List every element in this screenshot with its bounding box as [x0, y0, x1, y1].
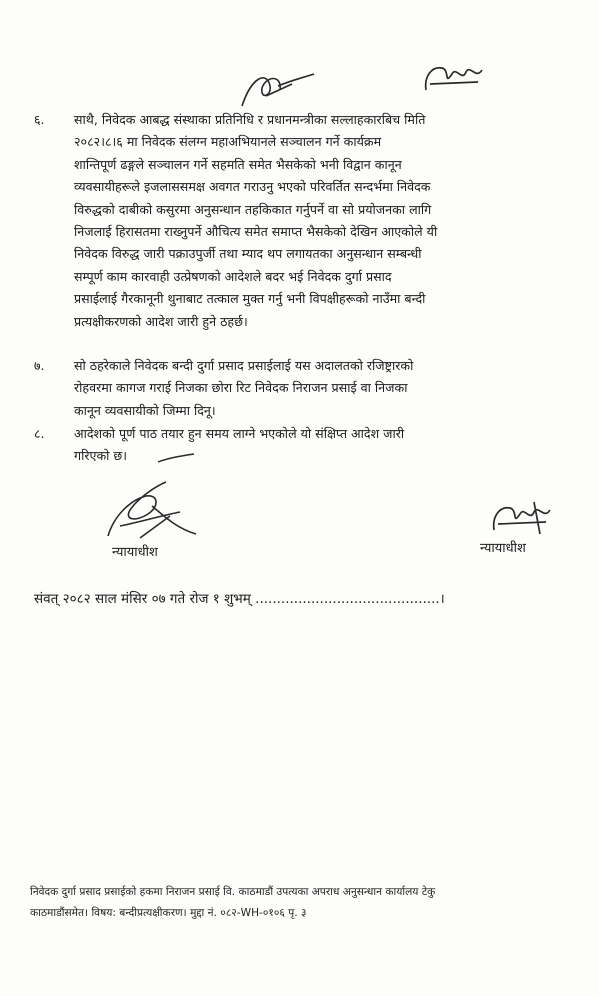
date-line: संवत् २०८२ साल मंसिर ०७ गते रोज १ शुभम् ...........................................।	[34, 591, 445, 607]
pen-stroke	[156, 452, 196, 466]
paragraph-line: विरुद्धको दाबीको कसुरमा अनुसन्धान तहकिकात गर्नुपर्ने वा सो प्रयोजनका लागि	[74, 201, 432, 217]
paragraph-line: साथै, निवेदक आबद्ध संस्थाका प्रतिनिधि र प्रधानमन्त्रीका सल्लाहकारबिच मिति	[74, 112, 426, 127]
left-judge-label: न्यायाधीश	[112, 545, 158, 560]
paragraph-line: व्यवसायीहरूले इजलाससमक्ष अवगत गराउनु भएको परिवर्तित सन्दर्भमा निवेदक	[74, 179, 431, 195]
paragraph-number: ८.	[34, 426, 45, 441]
left-judge-signature	[100, 476, 210, 548]
right-judge-label: न्यायाधीश	[480, 541, 526, 556]
paragraph-line: प्रत्यक्षीकरणको आदेश जारी हुने ठहर्छ।	[74, 313, 248, 329]
paragraph-line: आदेशको पूर्ण पाठ तयार हुन समय लाग्ने भएकोले यो संक्षिप्त आदेश जारी	[74, 426, 405, 441]
paragraph-line: सो ठहरेकाले निवेदक बन्दी दुर्गा प्रसाद प्रसाईलाई यस अदालतको रजिष्ट्रारको	[74, 358, 414, 373]
top-left-signature	[232, 66, 322, 114]
footer-line-2: काठमाडौंसमेत। विषय: बन्दीप्रत्यक्षीकरण। मुद्दा नं. ०८२-WH-०१०६ पृ. ३	[30, 907, 307, 919]
paragraph-line: २०८२।८।६ मा निवेदक संलग्न महाअभियानले सञ्चालन गर्ने कार्यक्रम	[74, 134, 382, 150]
paragraph-line: प्रसाईलाई गैरकानूनी थुनाबाट तत्काल मुक्त गर्नु भनी विपक्षीहरूको नाउँमा बन्दी	[74, 291, 426, 307]
paragraph-line: कानून व्यवसायीको जिम्मा दिनू।	[74, 402, 216, 418]
paragraph-8	[34, 423, 582, 468]
footer-line-1: निवेदक दुर्गा प्रसाद प्रसाईको हकमा निराजन प्रसाई वि. काठमाडौं उपत्यका अपराध अनुसन्धान कार्यालय टेकु	[30, 886, 436, 898]
paragraph-line: सम्पूर्ण काम कारवाही उत्प्रेषणको आदेशले बदर भई निवेदक दुर्गा प्रसाद	[74, 268, 392, 284]
paragraph-7	[34, 355, 582, 422]
paragraph-6	[34, 109, 582, 333]
paragraph-line: निवेदक विरुद्ध जारी पक्राउपुर्जी तथा म्याद थप लगायतका अनुसन्धान सम्बन्धी	[74, 246, 422, 262]
paragraph-line: निजलाई हिरासतमा राख्नुपर्ने औचित्य समेत समाप्त भैसकेको देखिन आएकोले यी	[74, 224, 438, 240]
paragraph-number: ७.	[34, 358, 45, 373]
right-judge-signature	[488, 498, 558, 538]
paragraph-line: शान्तिपूर्ण ढङ्गले सञ्चालन गर्ने सहमति समेत भैसकेको भनी विद्वान कानून	[74, 156, 402, 172]
top-right-signature	[420, 60, 490, 96]
paragraph-line: गरिएको छ।	[74, 448, 128, 464]
paragraph-line: रोहवरमा कागज गराई निजका छोरा रिट निवेदक निराजन प्रसाई वा निजका	[74, 380, 408, 396]
paragraph-number: ६.	[34, 112, 45, 127]
